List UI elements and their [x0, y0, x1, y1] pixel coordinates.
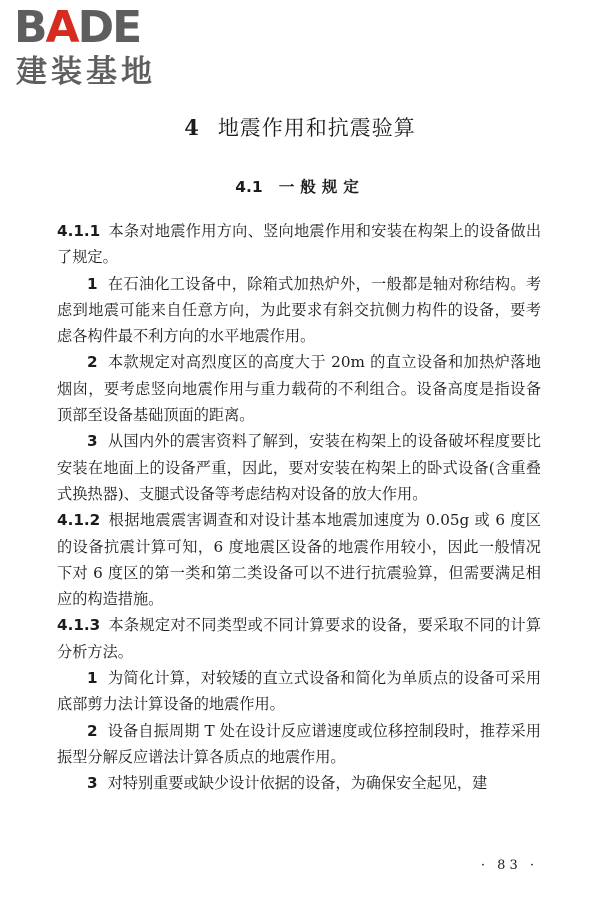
chapter-title — [0, 113, 600, 143]
clause-item — [57, 271, 541, 350]
clause-paragraph — [57, 507, 541, 612]
clause-item — [57, 428, 541, 507]
item-number: 3 — [87, 432, 98, 451]
bade-logo — [14, 4, 184, 96]
clause-text: 根据地震震害调查和对设计基本地震加速度为 0.05g 或 6 度区的设备抗震计算可知，6 度地震区设备的地震作用较小，因此一般情况下对 6 度区的第一类和第二类设备可以不进行抗震验算，但需要满足相应的构造措施。 — [57, 511, 541, 609]
item-text: 对特别重要或缺少设计依据的设备，为确保安全起见，建 — [107, 774, 488, 793]
clause-text: 本条规定对不同类型或不同计算要求的设备，要采取不同的计算分析方法。 — [57, 616, 541, 661]
item-text: 本款规定对高烈度区的高度大于 20m 的直立设备和加热炉落地烟囱，要考虑竖向地震作用与重力载荷的不利组合。设备高度是指设备顶部至设备基础顶面的距离。 — [57, 353, 541, 425]
page-body — [57, 218, 541, 797]
section-number: 4.1 — [235, 178, 263, 196]
clause-item — [57, 770, 541, 796]
clause-number: 4.1.2 — [57, 511, 101, 530]
chapter-number: 4 — [184, 115, 200, 140]
item-text: 从国内外的震害资料了解到，安装在构架上的设备破坏程度要比安装在地面上的设备严重，因此，要对安装在构架上的卧式设备(含重叠式换热器)、支腿式设备等考虑结构对设备的放大作用。 — [57, 432, 541, 503]
clause-item — [57, 349, 541, 428]
clause-item — [57, 665, 541, 718]
logo-wordmark: BADE — [14, 2, 141, 53]
clause-item — [57, 718, 541, 771]
item-number: 3 — [87, 774, 98, 793]
clause-text: 本条对地震作用方向、竖向地震作用和安装在构架上的设备做出了规定。 — [57, 222, 541, 267]
item-number: 1 — [87, 274, 98, 293]
item-number: 2 — [87, 353, 98, 372]
logo-subtitle: 建装基地 — [16, 54, 156, 90]
item-text: 设备自振周期 T 处在设计反应谱速度或位移控制段时，推荐采用振型分解反应谱法计算各质点的地震作用。 — [57, 721, 541, 766]
item-number: 2 — [87, 721, 98, 740]
clause-paragraph — [57, 218, 541, 271]
section-title — [0, 175, 600, 199]
chapter-title-text: 地震作用和抗震验算 — [217, 116, 416, 140]
section-title-text: 一般规定 — [278, 178, 365, 196]
clause-number: 4.1.3 — [57, 616, 101, 635]
clause-paragraph — [57, 612, 541, 665]
item-number: 1 — [87, 669, 98, 688]
item-text: 为简化计算，对较矮的直立式设备和简化为单质点的设备可采用底部剪力法计算设备的地震作用。 — [57, 669, 541, 714]
clause-number: 4.1.1 — [57, 222, 101, 240]
item-text: 在石油化工设备中，除箱式加热炉外，一般都是轴对称结构。考虑到地震可能来自任意方向，为此要求有斜交抗侧力构件的设备，要考虑各构件最不利方向的水平地震作用。 — [57, 274, 541, 346]
page-number: · 83 · — [480, 858, 538, 873]
